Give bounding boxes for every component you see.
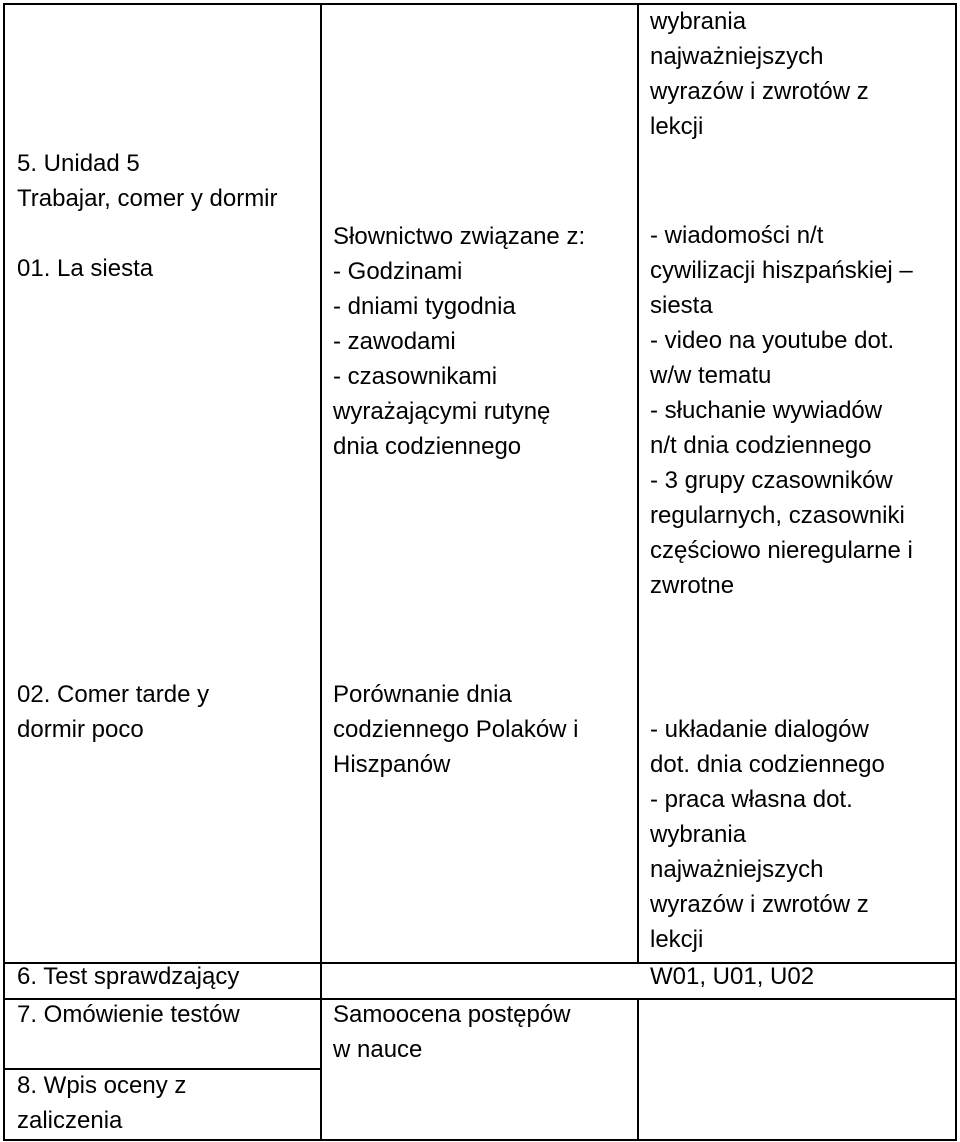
cell-activities-dialogues: - układanie dialogów dot. dnia codziennego - praca własna dot. wybrania najważniejszych wyrazów i zwrotów z lekcji	[650, 716, 885, 953]
column-divider-1	[320, 3, 322, 1141]
cell-test-review: 7. Omówienie testów	[17, 1001, 240, 1028]
cell-activities-unit5: - wiadomości n/t cywilizacji hiszpańskiej – siesta - video na youtube dot. w/w tematu - słuchanie wywiadów n/t dnia codziennego - 3 grupy czasowników regularnych, czasowniki częściowo nieregularne i zwrotne	[650, 222, 913, 599]
cell-topic-comer-tarde: 02. Comer tarde y dormir poco	[17, 681, 210, 743]
cell-vocabulary-unit5: Słownictwo związane z: - Godzinami - dniami tygodnia - zawodami - czasownikami wyrażającymi rutynę dnia codziennego	[333, 223, 586, 460]
cell-comparison: Porównanie dnia codziennego Polaków i Hiszpanów	[333, 681, 579, 778]
table-border-bottom	[3, 1139, 957, 1141]
column-divider-2b	[637, 998, 639, 1141]
cell-grade-entry: 8. Wpis oceny z zaliczenia	[17, 1072, 187, 1134]
cell-activities-top: wybrania najważniejszych wyrazów i zwrotów z lekcji	[650, 8, 869, 140]
cell-self-assessment: Samoocena postępów w nauce	[333, 1001, 571, 1063]
cell-topic-unit5: 5. Unidad 5 Trabajar, comer y dormir 01. La siesta	[17, 150, 278, 282]
cell-learning-outcomes: W01, U01, U02	[650, 963, 815, 990]
table-border-left	[3, 3, 5, 1141]
table-border-right	[955, 3, 957, 1141]
cell-test: 6. Test sprawdzający	[17, 963, 240, 990]
column-divider-2a	[637, 3, 639, 964]
